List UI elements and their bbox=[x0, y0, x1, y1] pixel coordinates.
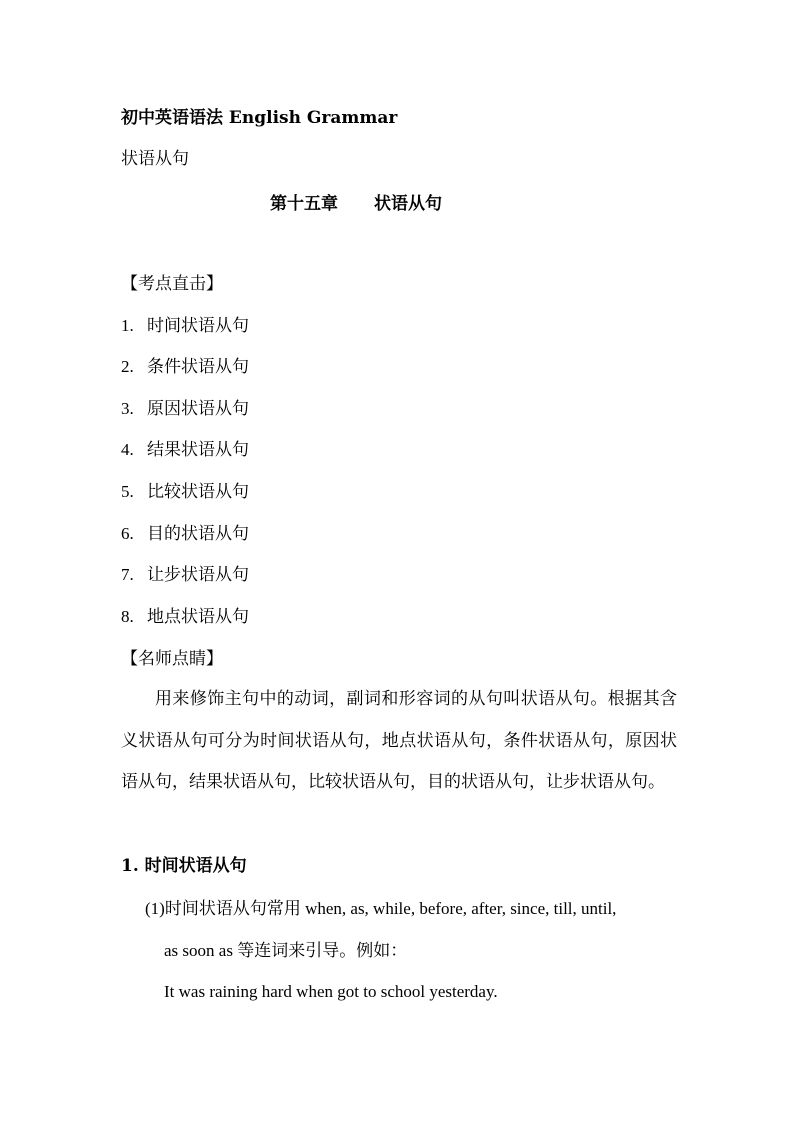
kaodian-heading: 【考点直击】 bbox=[121, 274, 223, 294]
list-item bbox=[121, 606, 249, 628]
list-item bbox=[121, 315, 249, 337]
list-item bbox=[121, 439, 249, 461]
list-item-text: 比较状语从句 bbox=[147, 482, 249, 502]
list-item bbox=[121, 398, 249, 420]
section-heading: 1. 时间状语从句 bbox=[121, 856, 247, 876]
list-item-number: 3. bbox=[121, 399, 134, 418]
list-item-text: 原因状语从句 bbox=[147, 399, 249, 419]
mingshi-paragraph: 用来修饰主句中的动词，副词和形容词的从句叫状语从句。根据其含义状语从句可分为时间状语从句，地点状语从句，条件状语从句，原因状语从句，结果状语从句，比较状语从句，目的状语从句，让步状语从句。 bbox=[121, 689, 677, 792]
chapter-number: 第十五章 bbox=[270, 194, 338, 214]
list-item-text: 条件状语从句 bbox=[147, 357, 249, 377]
list-item-number: 6. bbox=[121, 524, 134, 543]
point-text: (1)时间状语从句常用 when, as, while, before, after, since, till, until, bbox=[145, 899, 617, 918]
chapter-title: 状语从句 bbox=[374, 194, 442, 214]
list-item-number: 1. bbox=[121, 316, 134, 335]
mingshi-heading: 【名师点睛】 bbox=[121, 649, 223, 669]
point-text-continued: as soon as 等连词来引导。例如： bbox=[164, 941, 408, 960]
list-item-text: 地点状语从句 bbox=[147, 607, 249, 627]
list-item bbox=[121, 481, 249, 503]
list-item-number: 7. bbox=[121, 565, 134, 584]
list-item-text: 目的状语从句 bbox=[147, 524, 249, 544]
list-item bbox=[121, 523, 249, 545]
list-item-number: 4. bbox=[121, 440, 134, 459]
list-item-number: 8. bbox=[121, 607, 134, 626]
example-sentence: It was raining hard when got to school yesterday. bbox=[164, 982, 498, 1001]
list-item-number: 2. bbox=[121, 357, 134, 376]
list-item-number: 5. bbox=[121, 482, 134, 501]
document-title: 初中英语语法 English Grammar bbox=[121, 108, 398, 128]
list-item-text: 结果状语从句 bbox=[147, 440, 249, 460]
chapter-heading bbox=[270, 189, 442, 214]
list-item bbox=[121, 356, 249, 378]
document-subtitle: 状语从句 bbox=[121, 149, 189, 169]
list-item-text: 让步状语从句 bbox=[147, 565, 249, 585]
list-item-text: 时间状语从句 bbox=[147, 316, 249, 336]
list-item bbox=[121, 564, 249, 586]
